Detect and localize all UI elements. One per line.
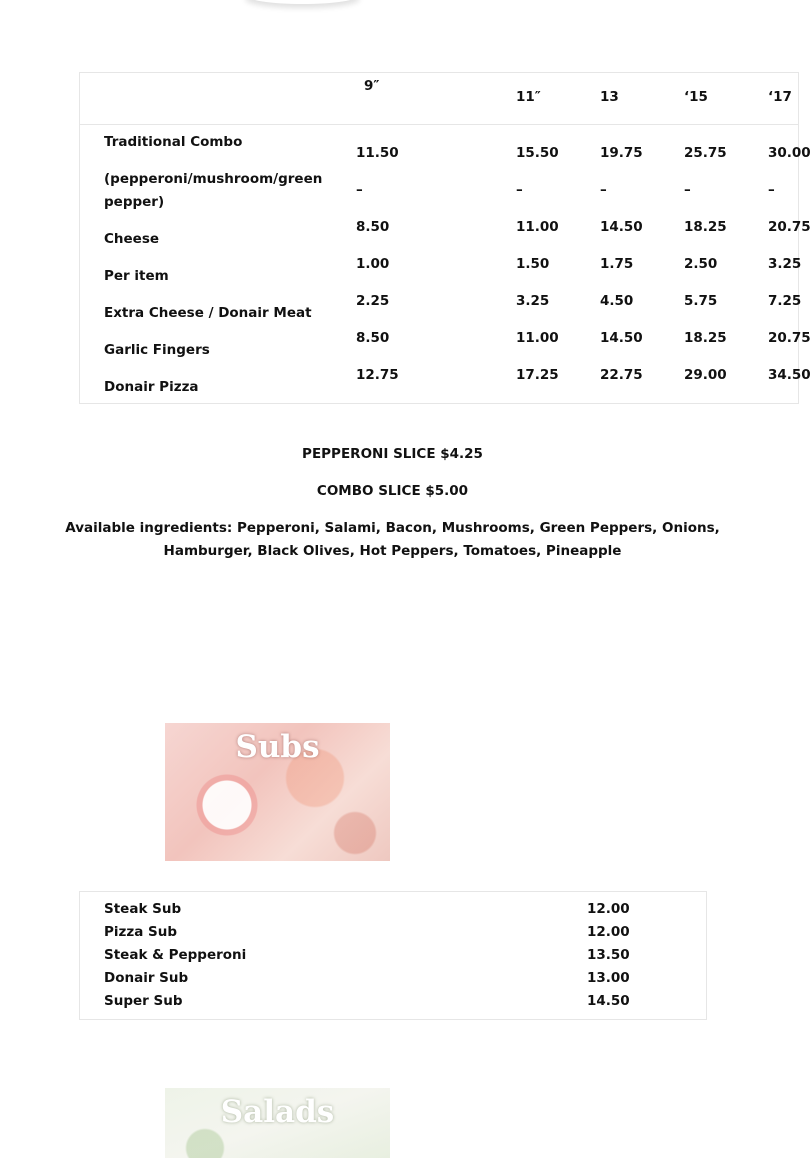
pizza-price: 29.00 bbox=[684, 367, 727, 383]
size-header-11: 11″ bbox=[516, 89, 541, 105]
pizza-price: 8.50 bbox=[356, 219, 390, 235]
pizza-price: 7.25 bbox=[768, 293, 802, 309]
pizza-price: – bbox=[684, 182, 691, 198]
salads-banner-image bbox=[165, 1088, 390, 1158]
ingredients-line-2: Hamburger, Black Olives, Hot Peppers, Tomatoes, Pineapple bbox=[163, 543, 622, 559]
combo-slice-special: COMBO SLICE $5.00 bbox=[316, 483, 469, 499]
sub-item-price: 14.50 bbox=[587, 993, 630, 1009]
pizza-price: 3.25 bbox=[516, 293, 550, 309]
pizza-price: 18.25 bbox=[684, 219, 727, 235]
pizza-item-name: Garlic Fingers bbox=[104, 342, 210, 358]
pizza-price: – bbox=[356, 182, 363, 198]
sub-item-name: Super Sub bbox=[104, 993, 183, 1009]
pizza-price: 12.75 bbox=[356, 367, 399, 383]
pizza-price: 22.75 bbox=[600, 367, 643, 383]
pizza-item-name: Per item bbox=[104, 268, 169, 284]
size-header-17: ‘17 bbox=[768, 89, 792, 105]
salads-banner-title: Salads bbox=[220, 1094, 335, 1130]
pizza-price: 14.50 bbox=[600, 330, 643, 346]
pizza-price: 11.00 bbox=[516, 330, 559, 346]
pizza-price: 17.25 bbox=[516, 367, 559, 383]
subs-price-table bbox=[79, 891, 707, 1020]
pizza-price: 20.75 bbox=[768, 330, 811, 346]
sub-item-price: 12.00 bbox=[587, 901, 630, 917]
size-header-13: 13 bbox=[600, 89, 619, 105]
pizza-price: 15.50 bbox=[516, 145, 559, 161]
size-header-15: ‘15 bbox=[684, 89, 708, 105]
subs-banner-title: Subs bbox=[235, 729, 320, 765]
pizza-price-table bbox=[79, 72, 811, 404]
sub-item-name: Steak & Pepperoni bbox=[104, 947, 247, 963]
ingredients-line-1: Available ingredients: Pepperoni, Salami, Bacon, Mushrooms, Green Peppers, Onions, bbox=[65, 520, 720, 536]
sub-item-price: 13.00 bbox=[587, 970, 630, 986]
pizza-price: 11.00 bbox=[516, 219, 559, 235]
pizza-item-name: Extra Cheese / Donair Meat bbox=[104, 305, 312, 321]
sub-item-name: Steak Sub bbox=[104, 901, 182, 917]
pizza-price: 14.50 bbox=[600, 219, 643, 235]
sub-item-price: 13.50 bbox=[587, 947, 630, 963]
pizza-price: 30.00 bbox=[768, 145, 811, 161]
pizza-item-name: Cheese bbox=[104, 231, 160, 247]
pizza-price: – bbox=[516, 182, 523, 198]
pizza-price: 18.25 bbox=[684, 330, 727, 346]
pizza-price: 25.75 bbox=[684, 145, 727, 161]
pizza-price: 1.75 bbox=[600, 256, 634, 272]
pizza-price: – bbox=[768, 182, 775, 198]
pizza-price: 11.50 bbox=[356, 145, 399, 161]
pizza-price: 3.25 bbox=[768, 256, 802, 272]
pizza-price: 20.75 bbox=[768, 219, 811, 235]
pizza-price: 34.50 bbox=[768, 367, 811, 383]
sub-item-name: Donair Sub bbox=[104, 970, 189, 986]
sub-item-name: Pizza Sub bbox=[104, 924, 178, 940]
pizza-price: 19.75 bbox=[600, 145, 643, 161]
decorative-shadow bbox=[245, 0, 360, 4]
pizza-item-name: Traditional Combo bbox=[104, 134, 243, 150]
pizza-price: – bbox=[600, 182, 607, 198]
pizza-price: 2.25 bbox=[356, 293, 390, 309]
pizza-price: 5.75 bbox=[684, 293, 718, 309]
pizza-price: 1.50 bbox=[516, 256, 550, 272]
size-header-9: 9″ bbox=[364, 78, 380, 94]
pizza-price: 8.50 bbox=[356, 330, 390, 346]
pizza-table-header bbox=[80, 73, 798, 125]
pizza-item-description: (pepperoni/mushroom/green pepper) bbox=[104, 171, 323, 210]
pizza-item-name: Donair Pizza bbox=[104, 379, 199, 395]
pepperoni-slice-special: PEPPERONI SLICE $4.25 bbox=[302, 446, 483, 462]
pizza-price: 2.50 bbox=[684, 256, 718, 272]
subs-banner-image bbox=[165, 723, 390, 861]
pizza-price: 1.00 bbox=[356, 256, 390, 272]
pizza-price: 4.50 bbox=[600, 293, 634, 309]
sub-item-price: 12.00 bbox=[587, 924, 630, 940]
